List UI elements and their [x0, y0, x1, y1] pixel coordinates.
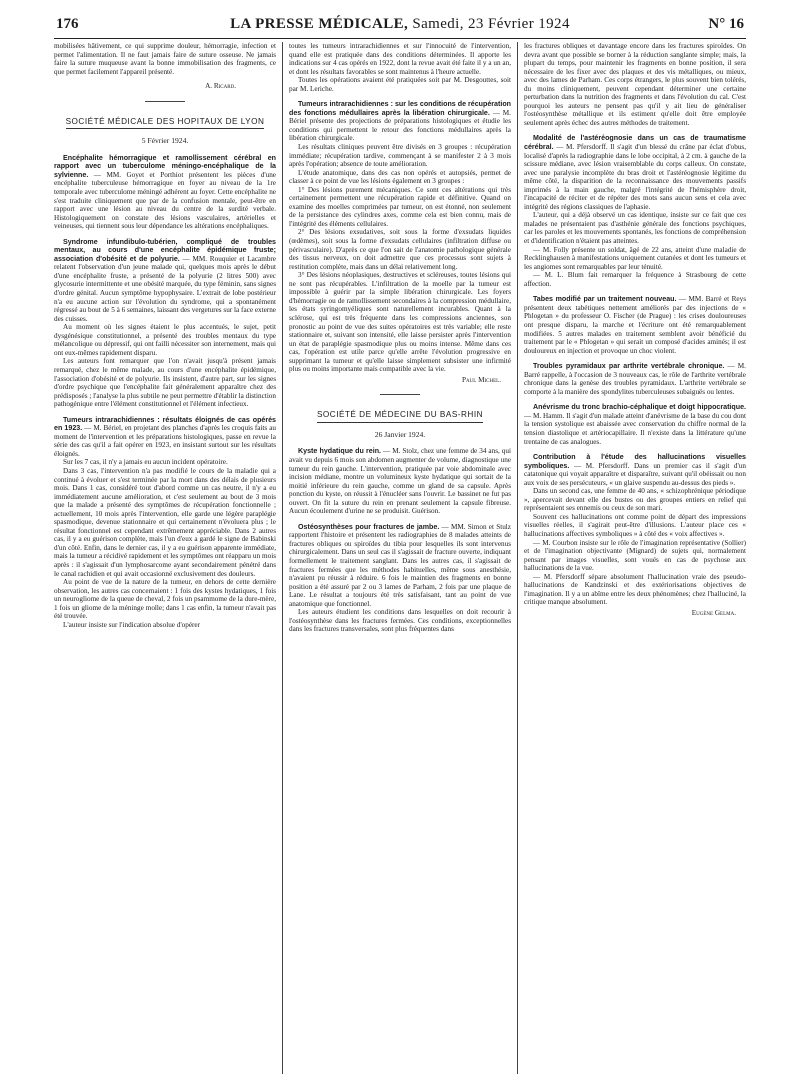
journal-title — [54, 16, 746, 33]
paragraph: — M. Pfersdorff sépare absolument l'hallucination vraie des pseudo-hallucinations de Kandzinski et des extériorisations objectives de l'imagination. Il y a un abîme entre les deux phénomènes; chez l'halluciné, la critique manque absolument. — [524, 572, 746, 607]
paragraph: Les auteurs étudient les conditions dans lesquelles on doit recourir à l'ostéosynthèse dans les fractures fermées. Ces conditions, exceptionnelles dans les fractures transversales, sont plus fréquentes dans — [289, 608, 511, 634]
article — [524, 134, 746, 211]
article-title: Tumeurs intrarachidiennes : sur les conditions de récupération des fonctions médullaires après la libération chirurgicale. — [289, 100, 511, 117]
separator — [380, 394, 420, 395]
article-title: Ostéosynthèses pour fractures de jambe. — [298, 522, 440, 531]
article — [54, 238, 276, 323]
session-date: 26 Janvier 1924. — [374, 429, 426, 439]
article — [524, 453, 746, 487]
article-title: Kyste hydatique du rein. — [298, 447, 381, 456]
author-signature: Eugène Gelma. — [691, 608, 736, 617]
article-title: Tabes modifié par un traitement nouveau. — [533, 295, 677, 304]
column-middle — [289, 42, 511, 1074]
article — [524, 362, 746, 396]
journal-name: LA PRESSE MÉDICALE, — [230, 16, 409, 32]
paragraph: les fractures obliques et davantage encore dans les fractures spiroïdes. On devra avant que possible se borner à la réduction sanglante simple; mais, la plupart du temps, pour maintenir les fragments en bonne position, il sera nécessaire de les fixer avec des plaques et des vis métalliques, ou mieux, avec des lames de Parham. Ces corps étrangers, le plus souvent bien tolérés, du moins cliniquement, peuvent cependant déterminer une certaine perturbation dans la nutrition des fragments et dans l'évolution du cal. C'est pourquoi les auteurs ne pensent pas qu'il y ait lieu de généraliser l'ostéosynthèse métallique et ils estiment qu'elle doit être employée seulement après échec des autres méthodes de traitement. — [524, 42, 746, 127]
column-divider — [517, 42, 518, 1074]
paragraph: mobilisées hâtivement, ce qui supprime douleur, hémorragie, infection et permet l'alimentation. Il ne faut jamais faire de suture osseuse. Ne jamais faire la suture muqueuse avant la bonne immobilisation des fragments, ce que permet facilement l'appareil présenté. — [54, 42, 276, 76]
paragraph: Les résultats cliniques peuvent être divisés en 3 groupes : récupération immédiate; récupération tardive, commençant à se manifester 2 à 3 mois après l'opération; absence de toute amélioration. — [289, 143, 511, 169]
article — [289, 447, 511, 515]
article-title: Troubles pyramidaux par arthrite vertébrale chronique. — [533, 362, 725, 371]
paragraph: — M. Courbon insiste sur le rôle de l'imagination représentative (Sollier) et de l'imagination objectivante (Mignard) de sujets qui, normalement pensant par images visuelles, sont voués en cas de psychose aux hallucinations de la vue. — [524, 538, 746, 573]
issue-number: N° 16 — [708, 16, 744, 32]
article-title: Anévrisme du tronc brachio-céphalique et doigt hippocratique. — [533, 403, 746, 412]
article-title: Tumeurs intrarachidiennes : résultats éloignés de cas opérés en 1923. — [54, 415, 276, 433]
article — [289, 100, 511, 143]
article — [524, 295, 746, 355]
column-left — [54, 42, 276, 1074]
paragraph: Sur les 7 cas, il n'y a jamais eu aucun incident opératoire. — [63, 458, 228, 467]
article-text: — M. Pfersdorff. Il s'agit d'un blessé du crâne par éclat d'obus, localisé d'après la radiographie dans le lobe occipital, à 2 cm. à gauche de la scissure médiane, avec lésion vraisemblable du corps calleux. On constate, avec une paralysie incomplète du bras droit et l'astéréognosie légitime du même côté, la disparition de la reconnaissance des mouvements passifs imprimés à la main gauche, malgré l'intégrité de l'hémisphère droit, l'incapacité de réciter et de répéter des mots sans aucun sens et cela avec intégrité des régions classiques de l'aphasie. — [524, 143, 746, 211]
article — [54, 416, 276, 459]
society-heading: SOCIÉTÉ DE MÉDECINE DU BAS-RHIN — [317, 411, 483, 423]
paragraph: Au point de vue de la nature de la tumeur, en dehors de cette dernière observation, les autres cas concernaient : 1 fois des kystes hydatiques, 1 fois un neurogliome de la queue de cheval, 2 fois un psammome de la dure-mère, 1 fois un gliome de la méninge molle; dans 1 cas enfin, la tumeur n'avait pas été trouvée. — [54, 578, 276, 621]
paragraph: Au moment où les signes étaient le plus accentués, le sujet, petit dysgénésique constitutionnel, a présenté des troubles mentaux du type mélancolique ou dépressif, qui ont failli nécessiter son internement, mais qui ont eux-mêmes rapidement disparu. — [54, 323, 276, 357]
author-signature: Paul Michel. — [462, 375, 501, 384]
paragraph: L'auteur, qui a déjà observé un cas identique, insiste sur ce fait que ces malades ne présentaient pas d'asthénie générale des fonctions psychiques, car les paroles et les mouvements spontanés, les fonctions de compréhension et d'identification n'étaient pas atteintes. — [524, 211, 746, 246]
issue-date: Samedi, 23 Février 1924 — [408, 16, 570, 32]
paragraph: 2° Des lésions exsudatives, soit sous la forme d'exsudats liquides (œdèmes), soit sous la forme d'exsudats cellulaires (infiltration diffuse ou périvasculaire). D'après ce que l'on sait de l'anatomie pathologique générale des tissus nerveux, on doit admettre que ces processus sont sujets à restitution complète, mais dans un délai relativement long. — [289, 228, 511, 271]
article-title: Modalité de l'astéréognosie dans un cas de traumatisme cérébral. — [524, 134, 746, 152]
article — [524, 403, 746, 446]
article-title: Encéphalite hémorragique et ramollissement cérébral en rapport avec un tuberculome méningo-encéphalique de la sylvienne. — [54, 153, 276, 179]
paragraph: Souvent ces hallucinations ont comme point de départ des impressions visuelles réelles, il s'agirait peut-être d'illusions. L'auteur place ces « hallucinations affectives symboliques » à côté des « voix affectives ». — [524, 512, 746, 538]
article-text: — M. Stolz, chez une femme de 34 ans, qui avait vu depuis 6 mois son abdomen augmenter de volume, diagnostique une tumeur du rein gauche. L'intervention, pratiquée par voie abdominale avec incision médiane, montre un volumineux kyste hydatique qui sortait de la moitié inférieure du rein gauche, comme un gland de sa capsule. Après ponction du kyste, on réussit à l'énucléer sans l'ouvrir. Le bassinet ne fut pas ouvert. On fit la suture du rein en prenant seulement la capsule fibreuse. Aucun écoulement d'urine ne se produisit. Guérison. — [289, 447, 511, 516]
session-date: 5 Février 1924. — [141, 136, 189, 146]
paragraph: Les auteurs font remarquer que l'on n'avait jusqu'à présent jamais remarqué, chez le même malade, au cours d'une encéphalite épidémique, l'association d'obésité et de polyurie. Ils insistent, d'autre part, sur les signes d'ordre psychique que l'encéphalite fait généralement apparaître chez des prédisposés ; l'analyse la plus subtile ne peut permettre d'établir la distinction pathogénique entre l'élément constitutionnel et l'élément infectieux. — [54, 357, 276, 409]
paragraph: Dans 3 cas, l'intervention n'a pas modifié le cours de la maladie qui a continué à évoluer et s'est terminée par la mort dans des délais de plusieurs mois. Dans 1 cas, considéré tout d'abord comme un cas neutre, il n'y a eu immédiatement aucune amélioration, et c'est seulement au bout de 3 mois que la malade a présenté des symptômes de récupération fonctionnelle ; actuellement, 10 mois après l'intervention, elle garde une légère paraplégie spasmodique, devenue stationnaire et qui certainement n'évoluera plus ; le résultat fonctionnel est cependant extrêmement appréciable. Dans 2 autres cas, il y a eu guérison complète, mais l'un d'eux a gardé le signe de Babinski d'un côté. Enfin, dans le dernier cas, il y a eu guérison apparente immédiate, mais la tumeur a récidivé rapidement et les symptômes ont réapparu un mois après : il s'agissait d'un lymphosarcome ayant secondairement pénétré dans le canal rachidien et qui avait occasionné exclusivement des douleurs. — [54, 466, 276, 578]
paragraph: toutes les tumeurs intrarachidiennes et sur l'innocuité de l'intervention, quand elle est pratiquée dans des conditions déterminées. Il apporte les indications sur 4 cas opérés en 1922, dont la revue avait été faite il y a un an, et dont les résultats favorables se sont maintenus à l'heure actuelle. — [289, 42, 511, 76]
article-text: — M. Bériel, en projetant des planches d'après les croquis faits au moment de l'intervention et les préparations histologiques, passe en revue la série des cas qu'il a fait opérer en 1923, en insistant surtout sur les résultats éloignés. — [54, 424, 276, 458]
column-divider — [282, 42, 283, 1074]
article-text: — M. Pfersdorff. Dans un premier cas il s'agit d'un catatonique qui voyait apparaître et disparaître, suivant qu'il obéissait ou non aux voix de ses persécuteurs, « un glaive suspendu au-dessus des pieds ». — [524, 461, 746, 487]
author-signature: A. Ricard. — [205, 82, 236, 91]
paragraph: L'étude anatomique, dans des cas non opérés et autopsiés, permet de classer à ce point de vue les lésions également en 3 groupes : — [289, 168, 511, 186]
article — [289, 523, 511, 608]
paragraph: 3° Des lésions néoplasiques, destructives et scléreuses, toutes lésions qui ne sont pas récupérables. L'infiltration de la moelle par la tumeur est impossible à guérir par la simple libération chirurgicale. Les foyers d'hémorragie ou de ramollissement secondaires à la compression médullaire, les états syringomyéliques sont naturellement incurables. Quant à la sclérose, qui est très fréquente dans les compressions anciennes, son pronostic au point de vue des suites opératoires est très variable; elle reste stationnaire et, suivant son intensité, elle laisse persister après l'intervention un état de paraplégie spasmodique plus ou moins intense. Même dans ces cas, l'opération est utile parce qu'elle arrête l'évolution progressive en supprimant la tumeur et qu'elle laisse simplement subsister une infirmité plus ou moins importante mais compatible avec la vie. — [289, 271, 511, 374]
masthead — [54, 16, 746, 39]
article-text: — MM. Rouquier et Lacambre relatent l'observation d'un jeune malade qui, quelques mois après le début d'une encéphalite fruste, a présenté de la polyurie (2 litres 500) avec glycosurie intermittente et une obésité marquée, du type féminin, sans signes d'ordre génital. Aucun symptôme hypophysaire. L'extrait de lobe postérieur n'a eu aucune action sur l'évolution du syndrome, qui a spontanément régressé au bout de 5 à 6 semaines, laissant des vergetures sur la face externe des cuisses. — [54, 254, 276, 323]
article-title: Syndrome infundibulo-tubérien, compliqué de troubles mentaux, au cours d'une encéphalite épidémique fruste; association d'obésité et de polyurie. — [54, 237, 276, 263]
paragraph: L'auteur insiste sur l'indication absolue d'opérer — [63, 620, 201, 629]
column-right — [524, 42, 746, 1074]
article-text: — MM. Goyet et Porthiot présentent les pièces d'une encéphalite tuberculeuse hémorragique en foyer au niveau de la 1re temporale avec tuberculome méningé adhérent au foyer. Cette encéphalite ne s'est traduite cliniquement que par de la confusion mentale, peut-être en rapport avec une lésion au niveau du centre de la surdité verbale. Histologiquement on constate des lésions vasculaires, artérielles et veineuses, qui tiennent sous leur dépendance les altérations encéphaliques. — [54, 170, 276, 231]
article-text: — M. Hamm. Il s'agit d'un malade atteint d'anévrisme de la base du cou dont la tension systolique est abaissée avec conservation du chiffre normal de la tension diastolique et artériocapillaire. Il n'existe dans la littérature qu'une trentaine de cas analogues. — [524, 411, 746, 446]
article — [54, 154, 276, 231]
article-text: — M. Bériel présente des projections de préparations histologiques et étudie les conditions qui permettent le retour des fonctions médullaires après la libération chirurgicale. — [289, 108, 511, 143]
separator — [145, 101, 185, 102]
article-text: — M. Barré rappelle, à l'occasion de 3 nouveaux cas, le rôle de l'arthrite vertébrale chronique dans la genèse des troubles pyramidaux. L'arthrite vertébrale se comporte à la manière des spondylites tuberculeuses subaiguës ou lentes. — [524, 362, 746, 396]
article-title: Contribution à l'étude des hallucinations visuelles symboliques. — [524, 453, 746, 470]
paragraph: — M. Folly présente un soldat, âgé de 22 ans, atteint d'une maladie de Recklinghausen à manifestations uniquement cutanées et dont les tumeurs et les angiomes sont remarquables par leur ténuité. — [524, 245, 746, 271]
paragraph: Dans un second cas, une femme de 40 ans, « schizophrénique périodique », apercevait devant elle des bustes ou des groupes entiers en relief qui représentaient ses ennemis ou ceux de son mari. — [524, 487, 746, 513]
article-text: — MM. Barré et Reys présentent deux tabétiques nettement améliorés par des injections de « Phlogetan » du professeur O. Fischer (de Prague) : les crises douloureuses ont presque disparu, la marche et l'écriture ont été remarquablement modifiées. 5 autres malades en traitement semblent avoir bénéficié du traitement par le « Phlogetan » qui serait un composé d'acides aminés; il est douloureux en injection et provoque un choc violent. — [524, 295, 746, 355]
paragraph: — M. L. Blum fait remarquer la fréquence à Strasbourg de cette affection. — [524, 271, 746, 288]
article-text: — MM. Simon et Stulz rapportent l'histoire et présentent les radiographies de 8 malades atteints de fractures obliques ou spiroïdes du tibia pour lesquelles ils sont intervenus chirurgicalement. Dans un seul cas il s'agissait de fracture ouverte, indiquant formellement le traitement sanglant. Dans les autres cas, il s'agissait de fractures fermées que les méthodes habituelles, même sous anesthésie, n'avaient pu réussir à réduire. 6 fois le maintien des fragments en bonne position a été assuré par 2 ou 3 lames de Parham, 2 fois par une plaque de Lane. Le résultat a toujours été très satisfaisant, tant au point de vue anatomique que fonctionnel. — [289, 522, 511, 608]
paragraph: Toutes les opérations avaient été pratiquées soit par M. Desgouttes, soit par M. Leriche. — [289, 76, 511, 93]
society-heading: SOCIÉTÉ MÉDICALE DES HOPITAUX DE LYON — [66, 118, 265, 130]
paragraph: 1° Des lésions purement mécaniques. Ce sont ces altérations qui très certainement permettent une récupération rapide et définitive. Quand on examine des moelles comprimées par tumeur, on est étonné, non seulement de la persistance des cylindres axes, comme cela est bien connu, mais de l'intégrité des éléments cellulaires. — [289, 185, 511, 228]
page-number: 176 — [56, 16, 79, 32]
